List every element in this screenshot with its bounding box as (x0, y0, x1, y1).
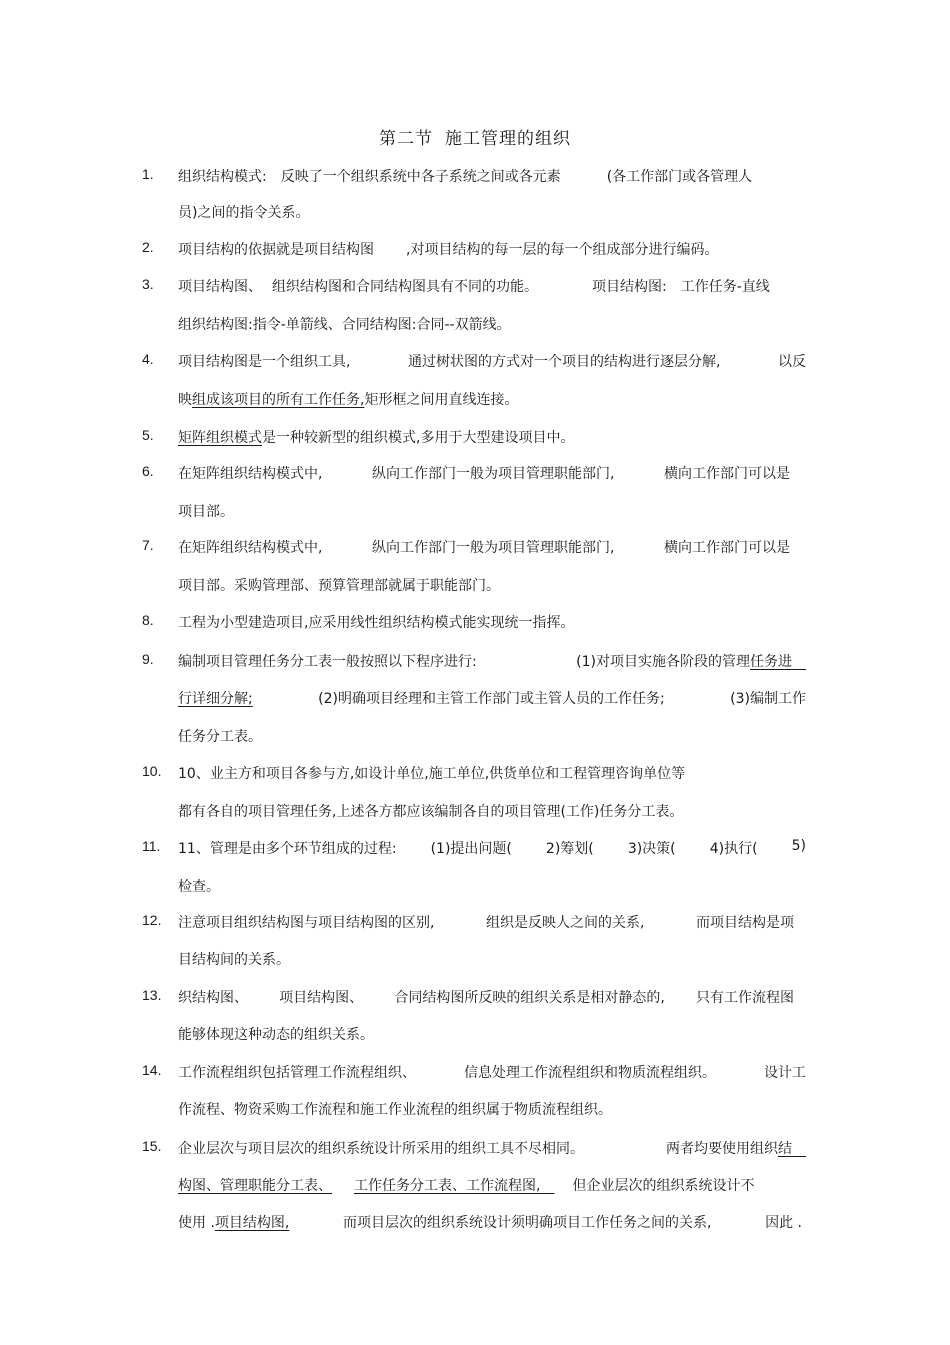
text-run: 以反 (778, 354, 806, 370)
item-number: 13. (142, 987, 162, 1003)
text-run: 但企业层次的组织系统设计不 (572, 1178, 755, 1194)
text-run: 注意项目组织结构图与项目结构图的区别, (178, 915, 435, 931)
item-line (178, 612, 806, 632)
text-run: 横向工作部门可以是 (664, 466, 790, 482)
item-line (178, 651, 806, 671)
item-number: 4. (142, 351, 154, 367)
text-run: 编制项目管理任务分工表一般按照以下程序进行: (178, 654, 477, 670)
item-line (178, 1175, 806, 1195)
item-number: 14. (142, 1062, 162, 1078)
item-line (178, 463, 790, 483)
item-line (178, 351, 806, 371)
text-run: 3)决策( (627, 841, 676, 857)
page-title (0, 124, 950, 149)
item-line (178, 239, 806, 259)
text-run: 作流程、物资采购工作流程和施工作业流程的组织属于物质流程组织。 (178, 1102, 612, 1118)
underlined-text: 构图、管理职能分工表、 (178, 1178, 332, 1194)
section-number: 第二节 (379, 129, 433, 149)
text-run: 工作任务-直线 (680, 279, 770, 295)
text-run: (1)提出问题( (430, 841, 512, 857)
underlined-text: 任务进 (750, 654, 792, 670)
text-run: 项目结构图: (592, 279, 667, 295)
text-run: 检查。 (178, 879, 220, 895)
item-line (178, 987, 794, 1007)
text-run: 能够体现这种动态的组织关系。 (178, 1027, 374, 1043)
item-number: 5. (142, 427, 154, 443)
underlined-text: 矩阵组织模式 (178, 430, 262, 446)
text-run: 10、业主方和项目各参与方,如设计单位,施工单位,供货单位和工程管理咨询单位等 (178, 766, 686, 782)
text-run: 组织结构图:指令-单箭线、合同结构图:合同--双箭线。 (178, 317, 511, 333)
item-line (178, 1024, 806, 1044)
text-run: (2)明确项目经理和主管工作部门或主管人员的工作任务; (318, 691, 665, 707)
text-run: 项目结构图、 (279, 990, 364, 1006)
item-line (178, 1138, 806, 1158)
text-run: 而项目层次的组织系统设计须明确项目工作任务之间的关系, (343, 1215, 712, 1231)
item-line (178, 876, 806, 896)
item-number: 2. (142, 239, 154, 255)
item-line (178, 949, 806, 969)
text-run: 企业层次与项目层次的组织系统设计所采用的组织工具不尽相同。 (178, 1141, 584, 1157)
item-number: 3. (142, 276, 154, 292)
text-run: 纵向工作部门一般为项目管理职能部门, (372, 466, 615, 482)
text-run: 项目结构图是一个组织工具, (178, 354, 351, 370)
item-line (178, 1062, 806, 1082)
text-run: 组织是反映人之间的关系, (486, 915, 645, 931)
item-line (178, 1212, 802, 1232)
item-line (178, 838, 806, 858)
item-line (178, 912, 794, 932)
item-line (178, 763, 806, 783)
item-line (178, 166, 806, 186)
item-line (178, 389, 806, 409)
text-run: 矩形框之间用直线连接。 (364, 392, 519, 408)
text-run: 映 (178, 392, 192, 408)
text-run: 横向工作部门可以是 (664, 540, 790, 556)
text-run: 项目结构图、 (178, 279, 262, 295)
text-run: 纵向工作部门一般为项目管理职能部门, (372, 540, 615, 556)
text-run: 5) (791, 838, 806, 854)
item-number: 6. (142, 463, 154, 479)
underlined-text: 组成该项目的所有工作任务, (192, 392, 365, 408)
text-run: 工程为小型建造项目,应采用线性组织结构模式能实现统一指挥。 (178, 615, 575, 631)
text-run: 组织结构图和合同结构图具有不同的功能。 (272, 279, 538, 295)
item-number: 12. (142, 912, 162, 928)
text-run: 通过树状图的方式对一个项目的结构进行逐层分解, (408, 354, 721, 370)
text-run: 在矩阵组织结构模式中, (178, 466, 323, 482)
text-run: 项目部。采购管理部、预算管理部就属于职能部门。 (178, 578, 500, 594)
text-run: 只有工作流程图 (695, 990, 794, 1006)
section-title: 施工管理的组织 (445, 129, 571, 149)
text-run: (各工作部门或各管理人 (606, 169, 753, 185)
text-run: 织结构图、 (178, 990, 248, 1006)
text-run: 组织结构模式: (178, 169, 267, 185)
text-run: 项目部。 (178, 504, 234, 520)
item-line (178, 537, 790, 557)
item-line (178, 575, 806, 595)
text-run: 目结构间的关系。 (178, 952, 290, 968)
text-run: 员)之间的指令关系。 (178, 205, 310, 221)
item-line (178, 1099, 806, 1119)
text-run: 合同结构图所反映的组织关系是相对静态的, (394, 990, 665, 1006)
underlined-text: 行详细分解; (178, 691, 253, 707)
underlined-text: 项目结构图, (214, 1215, 290, 1231)
item-line (178, 314, 806, 334)
text-run: ,对项目结构的每一层的每一个组成部分进行编码。 (406, 242, 719, 258)
text-run: 都有各自的项目管理任务,上述各方都应该编制各自的项目管理(工作)任务分工表。 (178, 804, 684, 820)
item-number: 7. (142, 537, 154, 553)
text-run: (1)对项目实施各阶段的管理 (576, 654, 750, 670)
item-number: 1. (142, 166, 154, 182)
item-line (178, 688, 806, 708)
text-run: 使用 . (178, 1215, 215, 1231)
text-run: 在矩阵组织结构模式中, (178, 540, 323, 556)
item-number: 9. (142, 651, 154, 667)
text-run: 2)筹划( (545, 841, 594, 857)
text-run: 工作流程组织包括管理工作流程组织、 (178, 1065, 416, 1081)
text-run: 两者均要使用组织 (666, 1141, 778, 1157)
item-line (178, 427, 806, 447)
text-run: 11、管理是由多个环节组成的过程: (178, 841, 397, 857)
item-number: 10. (142, 763, 162, 779)
item-number: 8. (142, 612, 154, 628)
text-run: 设计工 (764, 1065, 806, 1081)
text-run: 信息处理工作流程组织和物质流程组织。 (464, 1065, 716, 1081)
text-run: 而项目结构是项 (696, 915, 794, 931)
text-run: 任务分工表。 (178, 729, 262, 745)
item-line (178, 202, 806, 222)
text-run: 是一种较新型的组织模式,多用于大型建设项目中。 (262, 430, 575, 446)
item-line (178, 501, 806, 521)
text-run: 因此 . (765, 1215, 802, 1231)
text-run: 4)执行( (709, 841, 758, 857)
text-run: 项目结构的依据就是项目结构图 (178, 242, 374, 258)
text-run: 反映了一个组织系统中各子系统之间或各元素 (280, 169, 561, 185)
item-line (178, 726, 806, 746)
item-line (178, 801, 806, 821)
item-number: 11. (142, 838, 161, 854)
item-line (178, 276, 806, 296)
underlined-text: 结 (778, 1141, 792, 1157)
text-run: (3)编制工作 (730, 691, 806, 707)
underlined-text: 工作任务分工表、工作流程图, (354, 1178, 541, 1194)
item-number: 15. (142, 1138, 162, 1154)
